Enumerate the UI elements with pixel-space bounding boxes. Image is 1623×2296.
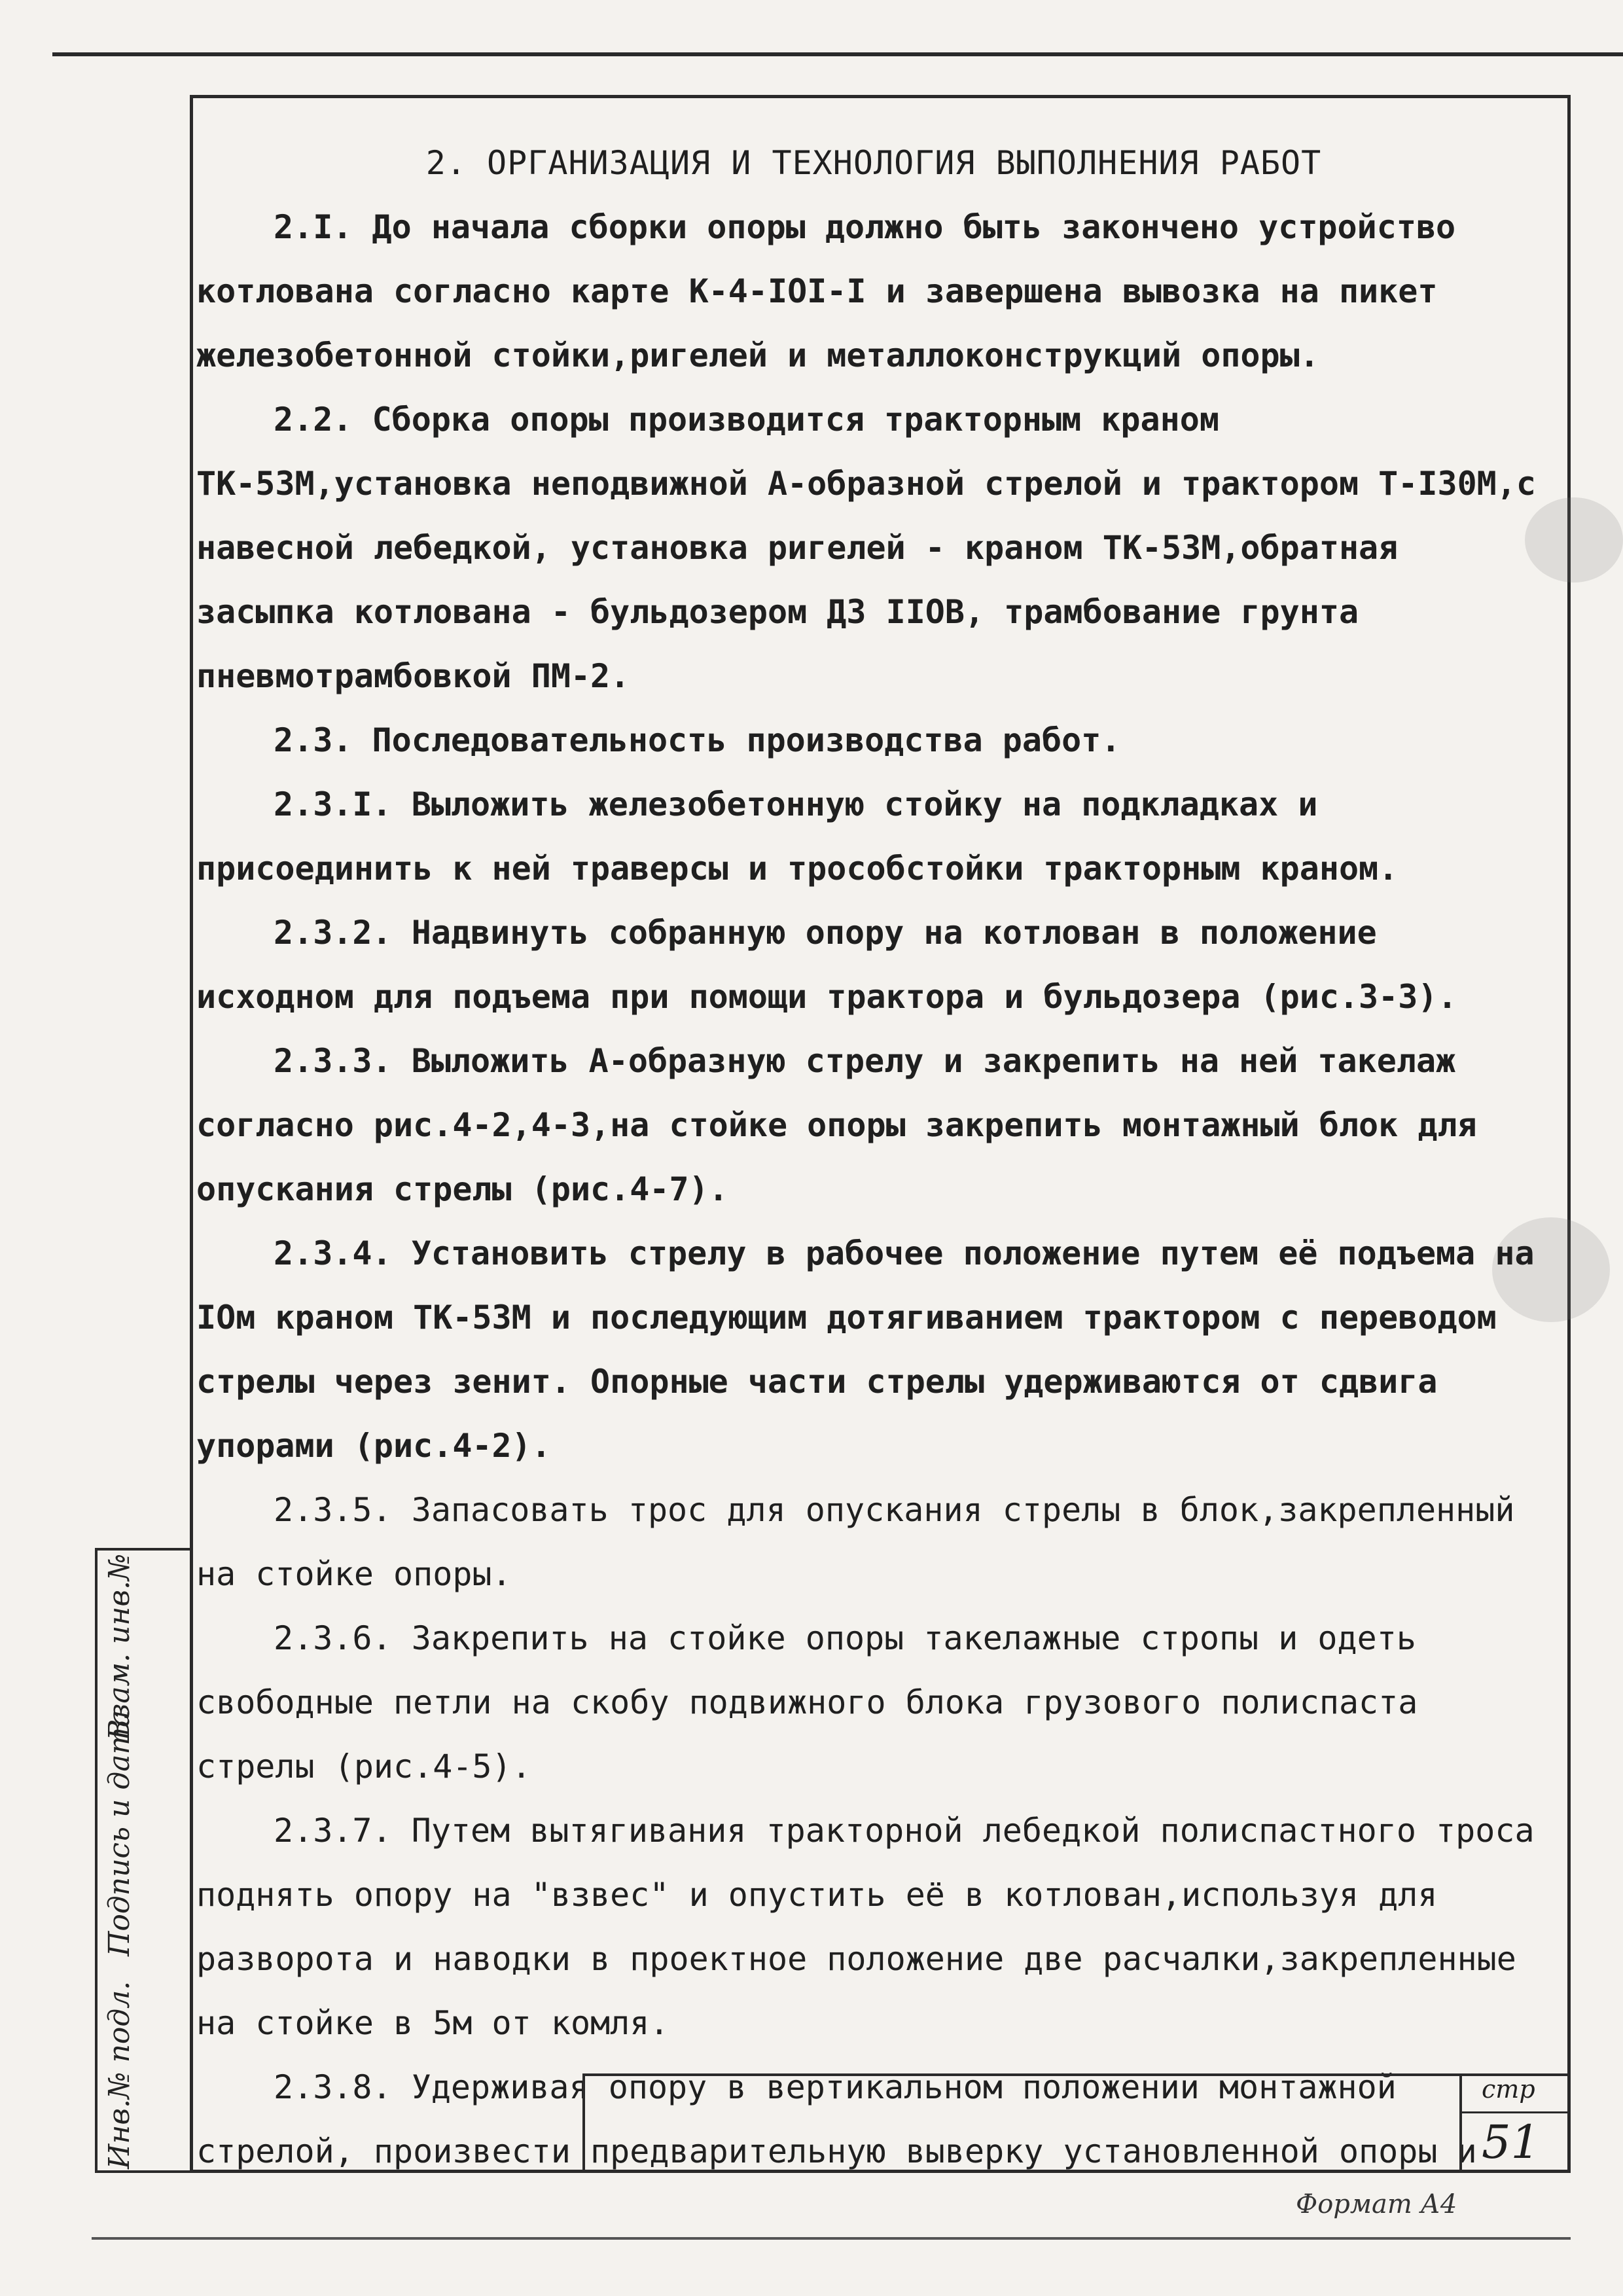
page-number-box (1459, 2073, 1571, 2173)
paragraph-2-3-6: 2.3.6. Закрепить на стойке опоры такелажные стропы и одеть свободные петли на скобу подвижного блока грузового полиспаста стрелы (рис.4-5). (196, 1619, 1418, 1785)
bottom-rule (92, 2237, 1571, 2240)
paragraph-2-3-7: 2.3.7. Путем вытягивания тракторной лебедкой полиспастного троса поднять опору на "взвес" и опустить её в котлован,используя для разворота и наводки в проектное положение две расчалки,закрепленные на стойке в 5м от комля. (196, 1812, 1535, 2042)
side-stamp-signature-date: Подпись и дата (103, 1710, 136, 1956)
side-stamp-inventory: Инв.№ подл. (103, 1981, 136, 2169)
paragraph-2-3-5: 2.3.5. Запасовать трос для опускания стрелы в блок,закрепленный на стойке опоры. (196, 1491, 1515, 1593)
page-box-divider (1462, 2111, 1571, 2113)
side-stamp (95, 1548, 193, 2173)
paragraph-2-1: 2.I. До начала сборки опоры должно быть закончено устройство котлована согласно карте К-4-IOI-I и завершена вывозка на пикет железобетонной стойки,ригелей и металлоконструкций опоры. (196, 208, 1456, 374)
page-number: 51 (1482, 2115, 1541, 2169)
paragraph-2-3: 2.3. Последовательность производства работ. (274, 721, 1121, 759)
page-label: стр (1482, 2075, 1535, 2104)
document-body (196, 131, 1551, 2183)
format-label: Формат А4 (1296, 2189, 1457, 2219)
paragraph-2-3-8: 2.3.8. Удерживая опору в вертикальном положении монтажной стрелой, произвести предварительную выверку установленной опоры и (196, 2068, 1477, 2170)
paragraph-2-2: 2.2. Сборка опоры производится тракторным краном ТК-53М,установка неподвижной А-образной стрелой и трактором Т-I30М,с навесной лебедкой, установка ригелей - краном ТК-53М,обратная засыпка котлована - бульдозером ДЗ IIОВ, трамбование грунта пневмотрамбовкой ПМ-2. (196, 401, 1536, 695)
title-block (582, 2073, 1571, 2173)
paragraph-2-3-4: 2.3.4. Установить стрелу в рабочее положение путем её подъема на IOм краном ТК-53М и последующим дотягиванием трактором с переводом стрелы через зенит. Опорные части стрелы удерживаются от сдвига упорами (рис.4-2). (196, 1234, 1535, 1465)
top-rule (52, 52, 1623, 56)
paragraph-2-3-1: 2.3.I. Выложить железобетонную стойку на подкладках и присоединить к ней траверсы и трособстойки тракторным краном. (196, 785, 1399, 888)
paragraph-2-3-2: 2.3.2. Надвинуть собранную опору на котлован в положение исходном для подъема при помощи трактора и бульдозера (рис.3-3). (196, 914, 1457, 1016)
section-heading: 2. ОРГАНИЗАЦИЯ И ТЕХНОЛОГИЯ ВЫПОЛНЕНИЯ РАБОТ (425, 144, 1322, 182)
paragraph-2-3-3: 2.3.3. Выложить А-образную стрелу и закрепить на ней такелаж согласно рис.4-2,4-3,на стойке опоры закрепить монтажный блок для опускания стрелы (рис.4-7). (196, 1042, 1477, 1208)
side-stamp-replacement-inventory: Взам. инв.№ (103, 1553, 136, 1740)
